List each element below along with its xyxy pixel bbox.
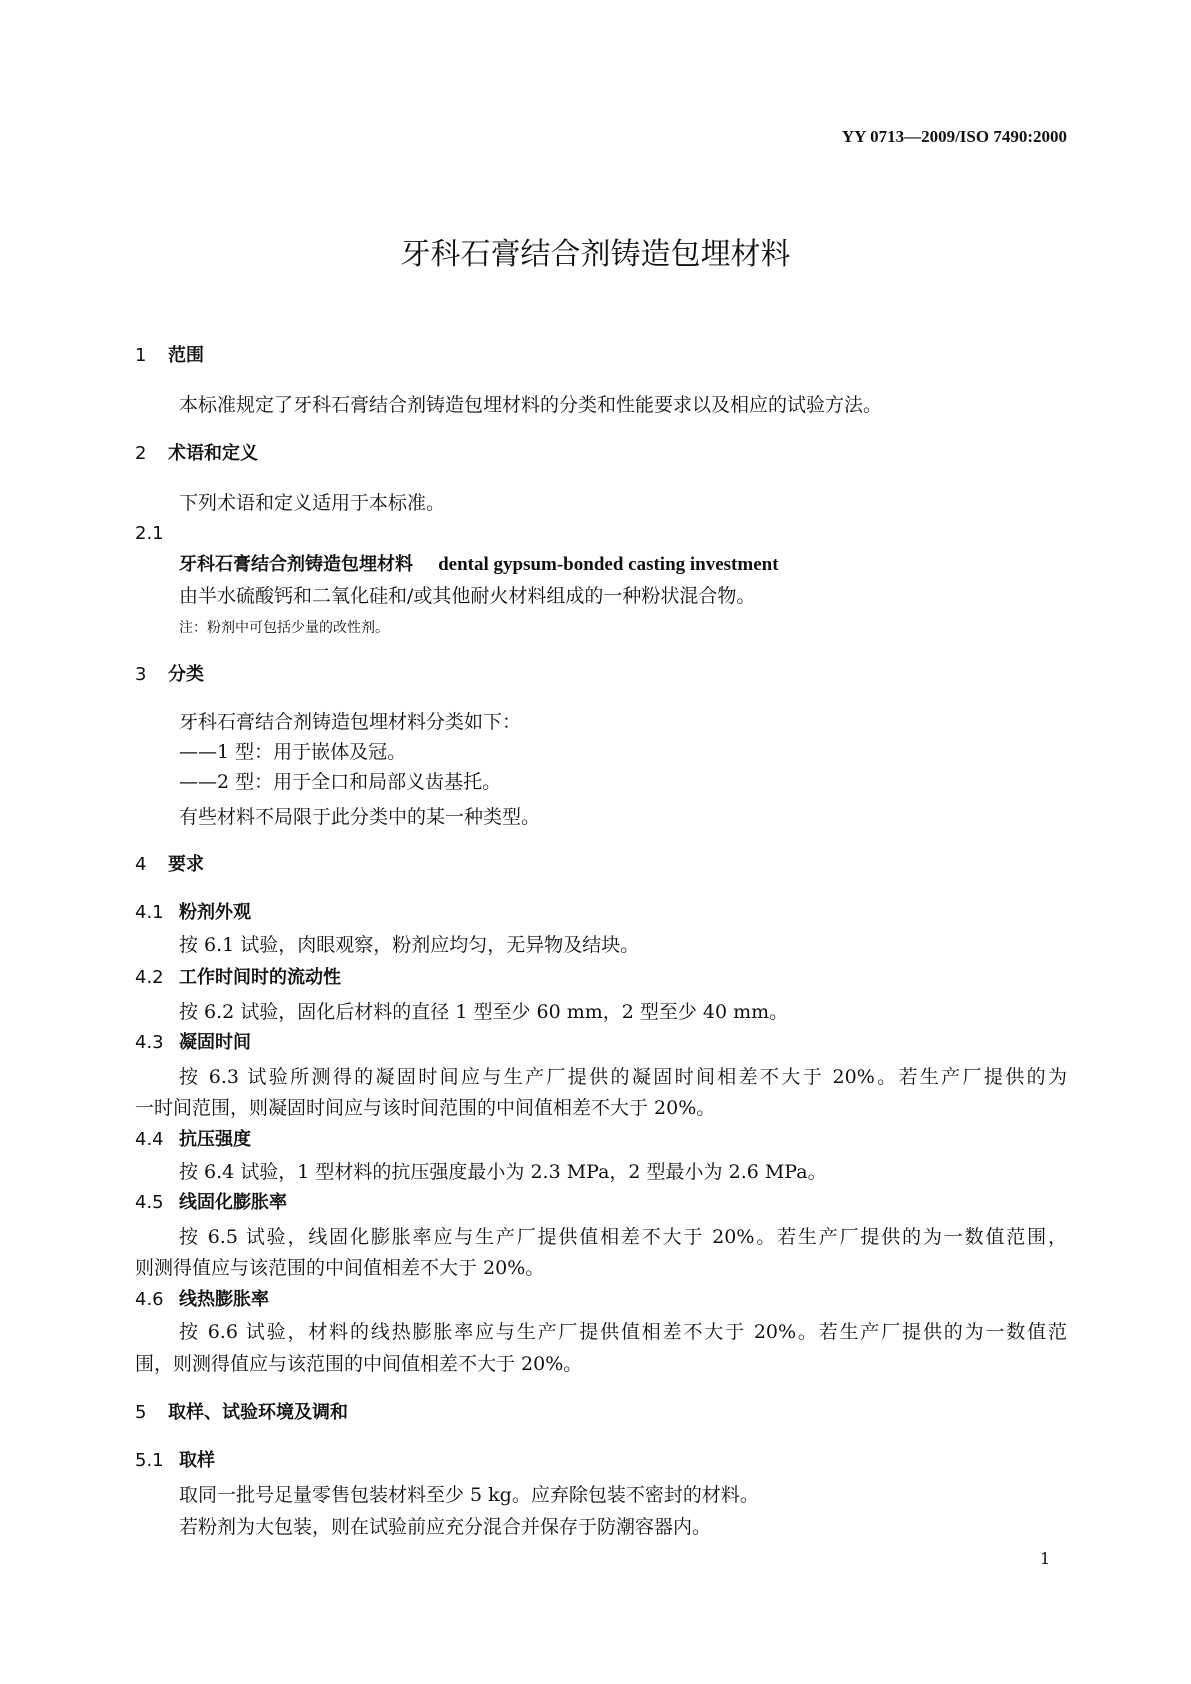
section-number: 1	[135, 345, 147, 366]
note: 注：粉剂中可包括少量的改性剂。	[179, 620, 389, 636]
paragraph: 若粉剂为大包装，则在试验前应充分混合并保存于防潮容器内。	[179, 1516, 712, 1538]
section-title: 取样、试验环境及调和	[168, 1402, 348, 1423]
section-title: 范围	[168, 345, 204, 366]
paragraph-line: 按 6.6 试验，材料的线热膨胀率应与生产厂提供值相差不大于 20%。若生产厂提供的为一数值范	[179, 1321, 1067, 1343]
paragraph-line: 围，则测得值应与该范围的中间值相差不大于 20%。	[135, 1353, 583, 1375]
term-english: dental gypsum-bonded casting investment	[438, 554, 779, 575]
paragraph: 牙科石膏结合剂铸造包埋材料分类如下：	[179, 711, 522, 733]
paragraph: 有些材料不局限于此分类中的某一种类型。	[179, 806, 541, 828]
document-title: 牙科石膏结合剂铸造包埋材料	[400, 237, 791, 272]
subsection-title: 线热膨胀率	[179, 1289, 269, 1310]
section-title: 分类	[168, 664, 204, 685]
page-number: 1	[1040, 1549, 1051, 1568]
paragraph: 下列术语和定义适用于本标准。	[179, 492, 446, 514]
section-title: 术语和定义	[168, 443, 258, 464]
section-number: 3	[135, 664, 147, 685]
subsection-number: 4.2	[135, 967, 164, 988]
section-number: 4	[135, 854, 147, 875]
subsection-number: 2.1	[135, 523, 164, 544]
definition: 由半水硫酸钙和二氧化硅和/或其他耐火材料组成的一种粉状混合物。	[179, 585, 756, 607]
section-number: 2	[135, 443, 147, 464]
standard-number: YY 0713—2009/ISO 7490:2000	[841, 127, 1067, 146]
paragraph: 按 6.2 试验，固化后材料的直径 1 型至少 60 mm，2 型至少 40 mm。	[179, 1001, 789, 1023]
term-entry	[179, 553, 779, 577]
paragraph: 按 6.4 试验，1 型材料的抗压强度最小为 2.3 MPa，2 型最小为 2.6 MPa。	[179, 1161, 827, 1183]
section-number: 5	[135, 1402, 147, 1423]
paragraph: 本标准规定了牙科石膏结合剂铸造包埋材料的分类和性能要求以及相应的试验方法。	[179, 394, 883, 416]
subsection-number: 4.1	[135, 902, 164, 923]
subsection-title: 工作时间时的流动性	[179, 967, 341, 988]
term-chinese: 牙科石膏结合剂铸造包埋材料	[179, 554, 413, 575]
subsection-number: 4.3	[135, 1032, 164, 1053]
list-item: ——2 型：用于全口和局部义齿基托。	[179, 771, 502, 793]
paragraph-line: 按 6.5 试验，线固化膨胀率应与生产厂提供值相差不大于 20%。若生产厂提供的为一数值范围，	[179, 1226, 1067, 1248]
paragraph-line: 则测得值应与该范围的中间值相差不大于 20%。	[135, 1257, 545, 1279]
paragraph-line: 一时间范围，则凝固时间应与该时间范围的中间值相差不大于 20%。	[135, 1097, 716, 1119]
subsection-number: 4.5	[135, 1192, 164, 1213]
subsection-number: 4.4	[135, 1129, 164, 1150]
paragraph-line: 按 6.3 试验所测得的凝固时间应与生产厂提供的凝固时间相差不大于 20%。若生产厂提供的为	[179, 1066, 1067, 1088]
subsection-number: 5.1	[135, 1450, 164, 1471]
paragraph: 按 6.1 试验，肉眼观察，粉剂应均匀，无异物及结块。	[179, 934, 640, 956]
subsection-title: 线固化膨胀率	[179, 1192, 287, 1213]
subsection-title: 粉剂外观	[179, 902, 251, 923]
subsection-title: 抗压强度	[179, 1129, 251, 1150]
subsection-title: 凝固时间	[179, 1032, 251, 1053]
paragraph: 取同一批号足量零售包装材料至少 5 kg。应弃除包装不密封的材料。	[179, 1484, 759, 1506]
section-title: 要求	[168, 854, 204, 875]
list-item: ——1 型：用于嵌体及冠。	[179, 741, 407, 763]
subsection-number: 4.6	[135, 1289, 164, 1310]
subsection-title: 取样	[179, 1450, 215, 1471]
